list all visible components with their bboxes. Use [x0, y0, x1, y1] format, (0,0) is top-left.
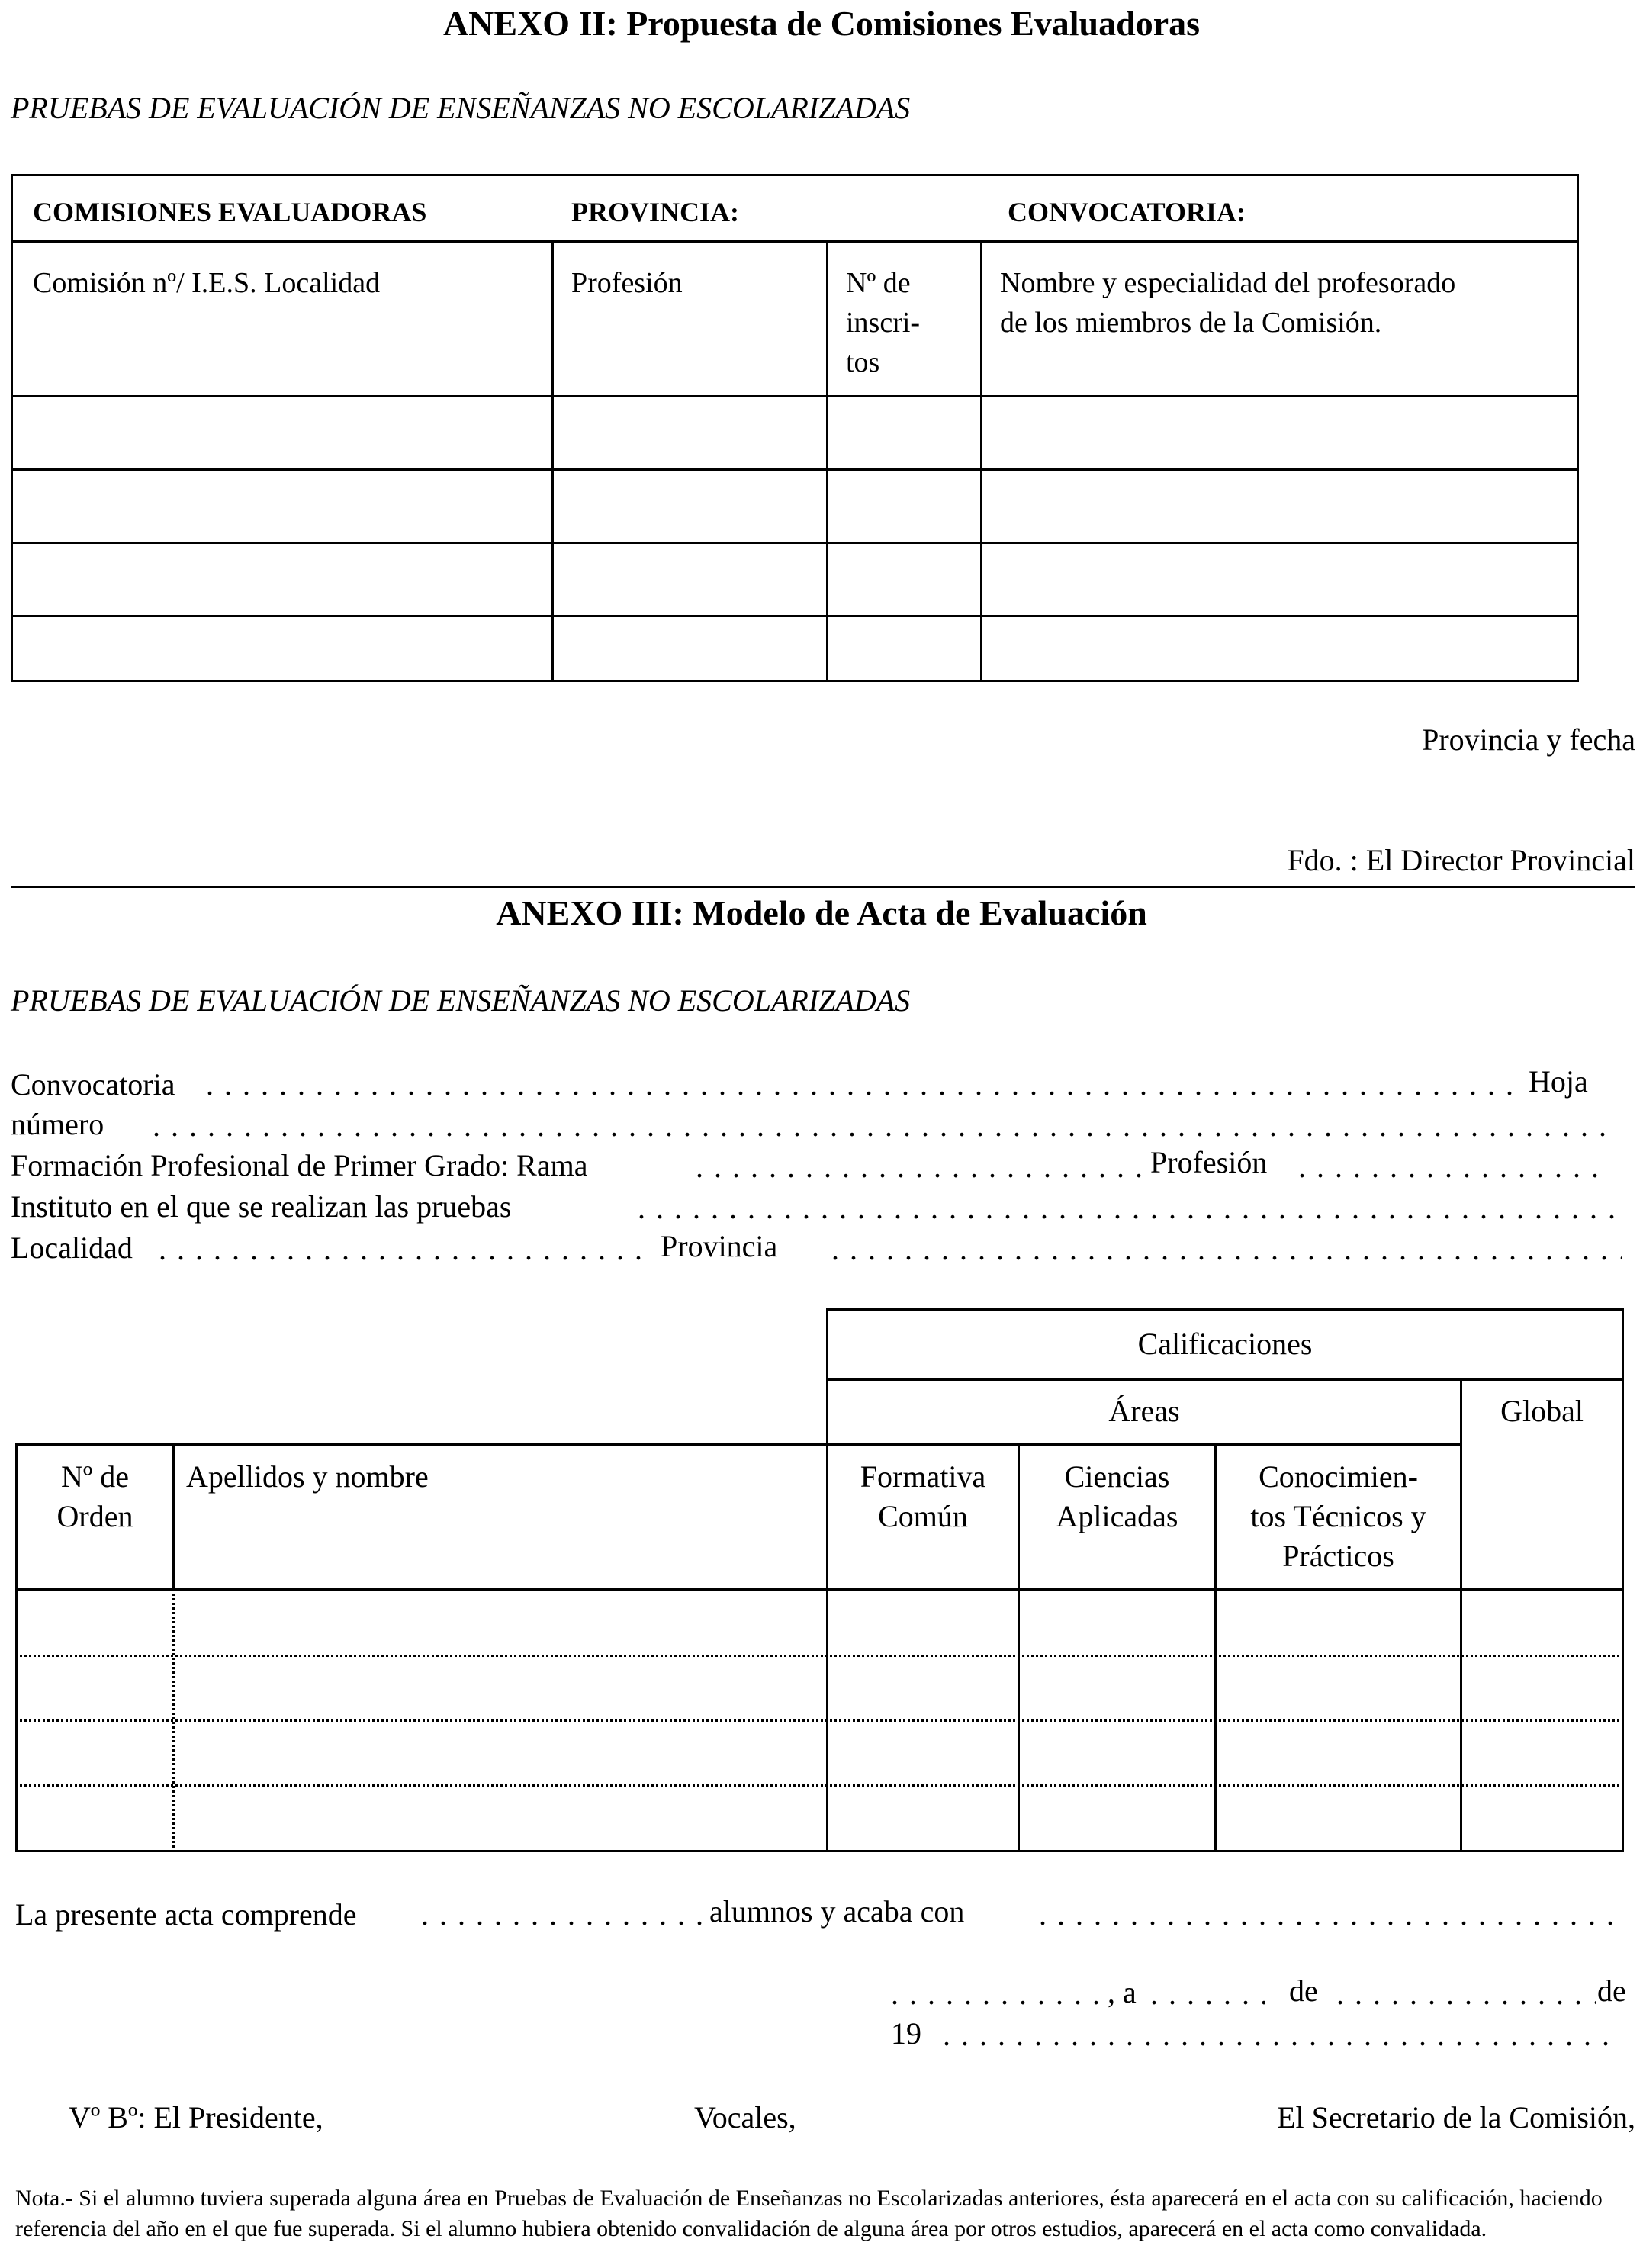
date-year-dots[interactable] — [943, 2017, 1622, 2053]
header-global: Global — [1500, 1394, 1584, 1428]
table-line — [826, 1308, 1624, 1311]
column-inscritos-line: inscri- — [846, 307, 921, 339]
director-signature: Fdo. : El Director Provincial — [1287, 843, 1635, 877]
header-areas: Áreas — [1108, 1394, 1180, 1428]
anexo2-subtitle: PRUEBAS DE EVALUACIÓN DE ENSEÑANZAS NO ESCOLARIZADAS — [11, 91, 911, 125]
header-ciencias — [1020, 1457, 1214, 1536]
date-place-dots[interactable] — [891, 1976, 1112, 2012]
header-formativa-line: Común — [878, 1499, 968, 1533]
column-inscritos-line: Nº de — [846, 267, 911, 299]
place-date: Provincia y fecha — [1422, 722, 1635, 757]
table-line — [1460, 1378, 1462, 1852]
header-conocimientos-line: Prácticos — [1282, 1539, 1394, 1573]
field-convocatoria-label: Convocatoria — [11, 1067, 175, 1102]
date-month-dots[interactable] — [1336, 1976, 1596, 2012]
table-dotted-row — [15, 1784, 1624, 1787]
date-de-label: de — [1289, 1974, 1318, 2008]
header-provincia: PROVINCIA: — [571, 197, 739, 227]
column-profesorado-line: de los miembros de la Comisión. — [1000, 307, 1382, 339]
column-profesorado-line: Nombre y especialidad del profesorado — [1000, 267, 1456, 299]
header-apellidos: Apellidos y nombre — [186, 1459, 429, 1494]
signature-secretario: El Secretario de la Comisión, — [1277, 2100, 1635, 2134]
header-formativa-line: Formativa — [860, 1459, 986, 1494]
header-formativa — [828, 1457, 1018, 1536]
header-convocatoria: CONVOCATORIA: — [1008, 197, 1246, 227]
header-conocimientos — [1217, 1457, 1460, 1576]
header-comisiones: COMISIONES EVALUADORAS — [33, 197, 427, 227]
signature-presidente: Vº Bº: El Presidente, — [69, 2100, 323, 2134]
header-conocimientos-line: tos Técnicos y — [1250, 1499, 1426, 1533]
header-orden — [18, 1457, 172, 1536]
column-comision: Comisión nº/ I.E.S. Localidad — [33, 267, 381, 299]
field-numero-label: número — [11, 1107, 104, 1141]
acta-alumnos-dots[interactable] — [421, 1896, 703, 1932]
header-orden-line: Orden — [56, 1499, 133, 1533]
field-profesion-label: Profesión — [1150, 1145, 1268, 1179]
signature-vocales: Vocales, — [694, 2100, 796, 2134]
date-de-label-2: de — [1597, 1974, 1626, 2008]
field-hoja-label: Hoja — [1529, 1064, 1588, 1099]
column-profesion: Profesión — [571, 267, 683, 299]
header-conocimientos-line: Conocimien- — [1259, 1459, 1418, 1494]
anexo3-subtitle: PRUEBAS DE EVALUACIÓN DE ENSEÑANZAS NO ESCOLARIZADAS — [11, 983, 911, 1018]
table-line — [826, 1378, 1624, 1381]
table-line — [15, 1850, 1624, 1852]
date-day-dots[interactable] — [1150, 1976, 1265, 2012]
header-calificaciones: Calificaciones — [1137, 1327, 1313, 1361]
acta-acaba-label: alumnos y acaba con — [709, 1894, 965, 1929]
anexo2-title: ANEXO II: Propuesta de Comisiones Evaluadoras — [442, 4, 1201, 43]
field-instituto-label: Instituto en el que se realizan las pruebas — [11, 1189, 512, 1224]
table-dotted-row — [15, 1719, 1624, 1722]
acta-comprende-label: La presente acta comprende — [15, 1897, 357, 1932]
field-provincia-label: Provincia — [661, 1229, 778, 1263]
table-line — [15, 1588, 1624, 1591]
table-line — [15, 1443, 1460, 1446]
table-line — [172, 1443, 175, 1590]
date-a-label: , a — [1108, 1975, 1137, 2009]
header-orden-line: Nº de — [60, 1459, 130, 1494]
header-ciencias-line: Aplicadas — [1056, 1499, 1178, 1533]
acta-acaba-dots[interactable] — [1039, 1896, 1626, 1932]
column-inscritos-line: tos — [846, 346, 880, 378]
header-ciencias-line: Ciencias — [1064, 1459, 1170, 1494]
table-dotted-row — [15, 1655, 1624, 1657]
table-line — [1622, 1308, 1624, 1852]
anexo3-title: ANEXO III: Modelo de Acta de Evaluación — [496, 893, 1147, 932]
field-localidad-label: Localidad — [11, 1231, 133, 1265]
table-dotted-column — [172, 1588, 175, 1852]
field-fp-label: Formación Profesional de Primer Grado: Rama — [11, 1148, 588, 1182]
date-year-prefix: 19 — [891, 2016, 921, 2051]
footnote: Nota.- Si el alumno tuviera superada alguna área en Pruebas de Evaluación de Enseñanzas no Escolarizadas anteriores, ésta aparecerá en el acta con su calificación, haciendo referencia del año en el que fue superada. Si el alumno hubiera obtenido convalidación de alguna área por otros estudios, aparecerá en el acta como convalidada. — [15, 2186, 1603, 2241]
